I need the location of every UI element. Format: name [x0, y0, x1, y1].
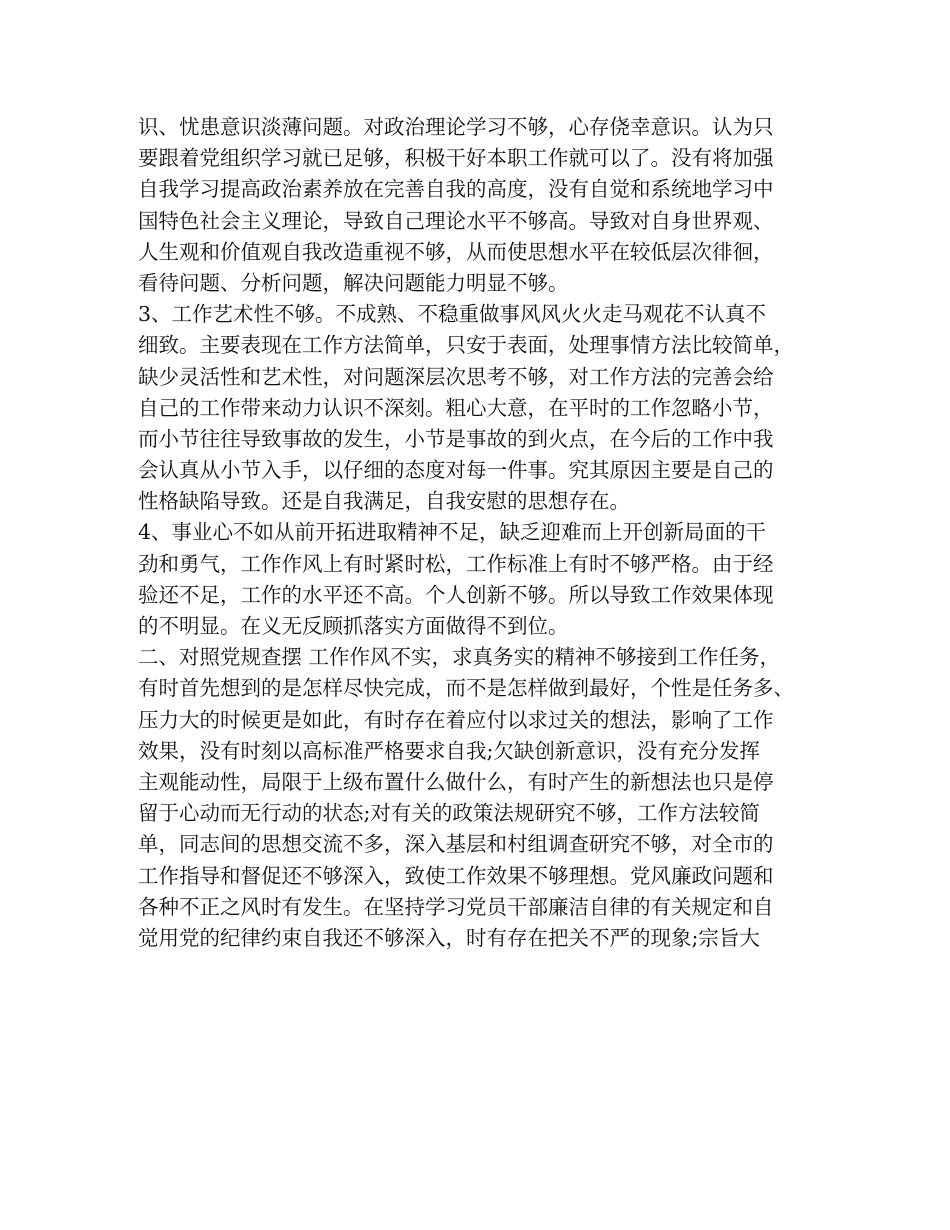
text-line: 缺少灵活性和艺术性，对问题深层次思考不够，对工作方法的完善会给	[138, 364, 774, 389]
text-line: 效果，没有时刻以高标准严格要求自我;欠缺创新意识，没有充分发挥	[138, 738, 760, 763]
text-line: 国特色社会主义理论，导致自己理论水平不够高。导致对自身世界观、	[138, 208, 774, 233]
text-line: 二、对照党规查摆 工作作风不实，求真务实的精神不够接到工作任务，	[138, 645, 781, 670]
text-line: 验还不足，工作的水平还不高。个人创新不够。所以导致工作效果体现	[138, 582, 774, 607]
text-line: 留于心动而无行动的状态;对有关的政策法规研究不够，工作方法较简	[138, 801, 760, 826]
text-line: 自己的工作带来动力认识不深刻。粗心大意，在平时的工作忽略小节，	[138, 395, 774, 420]
text-line: 主观能动性，局限于上级布置什么做什么，有时产生的新想法也只是停	[138, 769, 774, 794]
text-line: 觉用党的纪律约束自我还不够深入，时有存在把关不严的现象;宗旨大	[138, 925, 760, 950]
text-line: 性格缺陷导致。还是自我满足，自我安慰的思想存在。	[138, 489, 630, 514]
text-line: 劲和勇气，工作作风上有时紧时松，工作标准上有时不够严格。由于经	[138, 551, 774, 576]
text-line: 4、事业心不如从前开拓进取精神不足，缺乏迎难而上开创新局面的干	[138, 520, 767, 545]
text-line: 工作指导和督促还不够深入，致使工作效果不够理想。党风廉政问题和	[138, 863, 774, 888]
text-line: 自我学习提高政治素养放在完善自我的高度，没有自觉和系统地学习中	[138, 177, 774, 202]
text-line: 人生观和价值观自我改造重视不够，从而使思想水平在较低层次徘徊，	[138, 239, 774, 264]
text-line: 识、忧患意识淡薄问题。对政治理论学习不够，心存侥幸意识。认为只	[138, 115, 774, 139]
text-line: 压力大的时候更是如此，有时存在着应付以求过关的想法，影响了工作	[138, 707, 774, 732]
text-line: 的不明显。在义无反顾抓落实方面做得不到位。	[138, 614, 569, 638]
text-line: 细致。主要表现在工作方法简单，只安于表面，处理事情方法比较简单，	[138, 333, 794, 358]
text-line: 要跟着党组织学习就已足够，积极干好本职工作就可以了。没有将加强	[138, 146, 774, 171]
text-line: 看待问题、分析问题，解决问题能力明显不够。	[138, 270, 569, 295]
text-line: 而小节往往导致事故的发生，小节是事故的到火点，在今后的工作中我	[138, 426, 774, 451]
text-line: 有时首先想到的是怎样尽快完成，而不是怎样做到最好，个性是任务多、	[138, 676, 794, 701]
text-line: 单，同志间的思想交流不多，深入基层和村组调查研究不够，对全市的	[138, 832, 774, 857]
body-text	[138, 112, 838, 954]
text-line: 各种不正之风时有发生。在坚持学习党员干部廉洁自律的有关规定和自	[138, 894, 774, 919]
text-line: 3、工作艺术性不够。不成熟、不稳重做事风风火火走马观花不认真不	[138, 302, 767, 327]
text-line: 会认真从小节入手，以仔细的态度对每一件事。究其原因主要是自己的	[138, 458, 774, 483]
